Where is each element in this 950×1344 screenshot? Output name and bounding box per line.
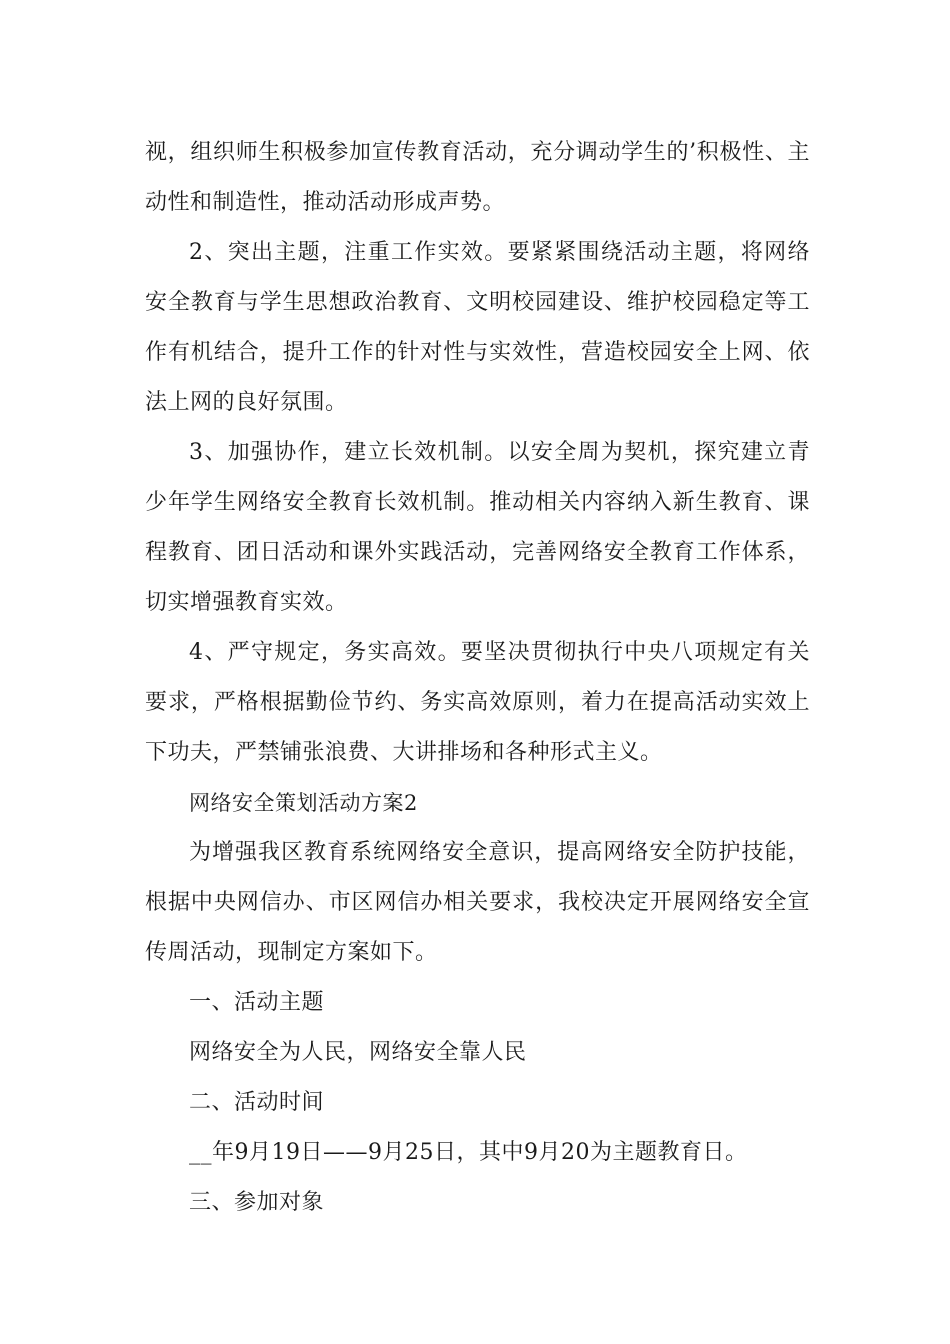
paragraph-activity-dates: __年9月19日——9月25日，其中9月20为主题教育日。: [189, 1140, 748, 1165]
document-body: [145, 128, 810, 1228]
paragraph-point-3: 3、加强协作，建立长效机制。以安全周为契机，探究建立青少年学生网络安全教育长效机制。推动相关内容纳入新生教育、课程教育、团日活动和课外实践活动，完善网络安全教育工作体系，切实增强教育实效。: [145, 440, 810, 615]
heading-participants: 三、参加对象: [189, 1190, 325, 1215]
heading-activity-theme: 一、活动主题: [189, 990, 325, 1015]
paragraph-continuation: 视，组织师生积极参加宣传教育活动，充分调动学生的’积极性、主动性和制造性，推动活动形成声势。: [145, 140, 810, 215]
paragraph-point-4: 4、严守规定，务实高效。要坚决贯彻执行中央八项规定有关要求，严格根据勤俭节约、务实高效原则，着力在提高活动实效上下功夫，严禁铺张浪费、大讲排场和各种形式主义。: [145, 640, 810, 765]
section-title-plan-2: 网络安全策划活动方案2: [189, 791, 418, 815]
heading-activity-time: 二、活动时间: [189, 1090, 325, 1115]
paragraph-intro: 为增强我区教育系统网络安全意识，提高网络安全防护技能，根据中央网信办、市区网信办相关要求，我校决定开展网络安全宣传周活动，现制定方案如下。: [145, 840, 810, 965]
paragraph-theme-slogan: 网络安全为人民，网络安全靠人民: [189, 1040, 527, 1065]
paragraph-point-2: 2、突出主题，注重工作实效。要紧紧围绕活动主题，将网络安全教育与学生思想政治教育、文明校园建设、维护校园稳定等工作有机结合，提升工作的针对性与实效性，营造校园安全上网、依法上网的良好氛围。: [145, 240, 810, 415]
